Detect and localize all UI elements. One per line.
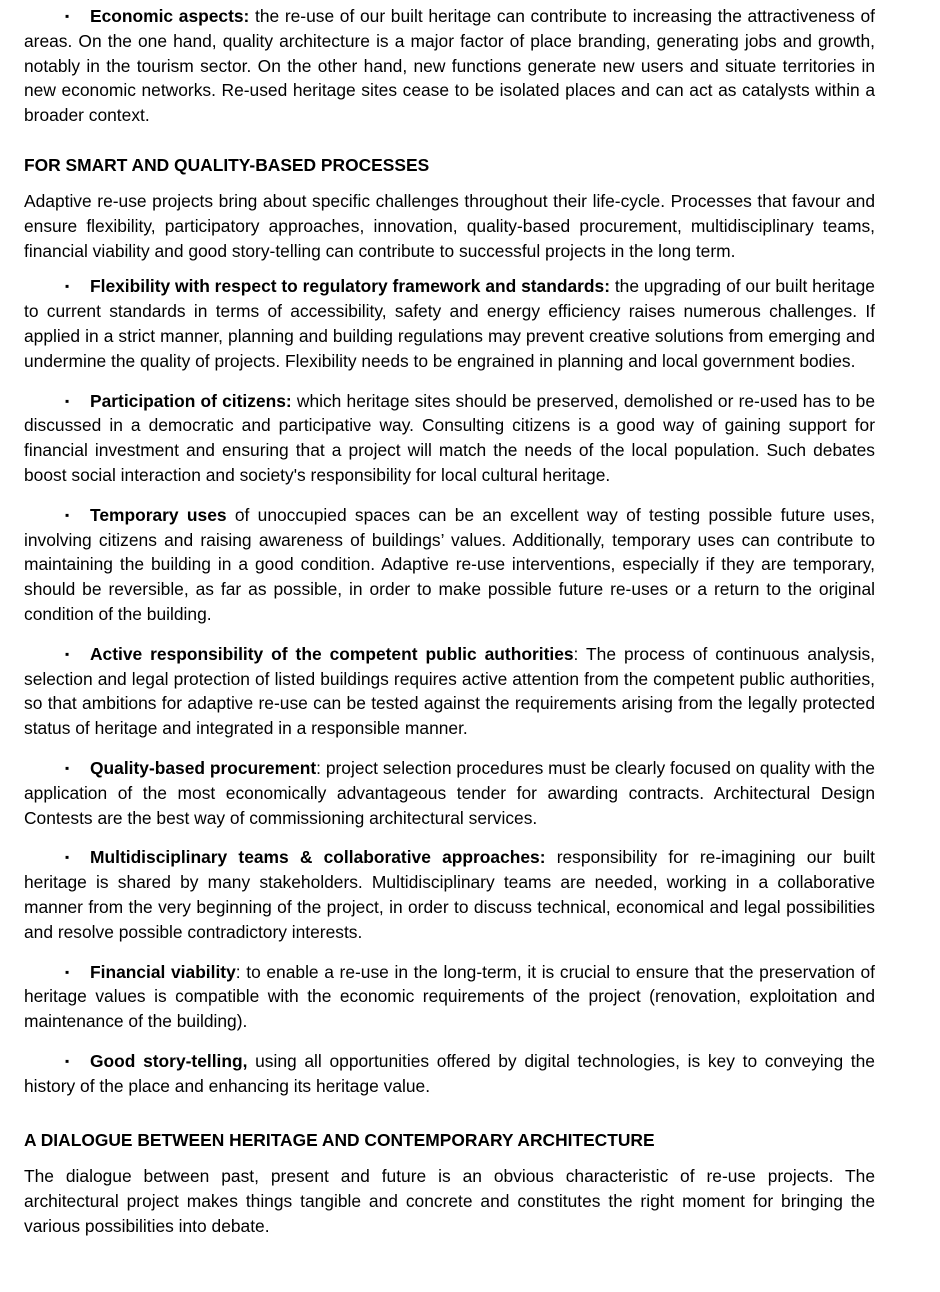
bullet-lead: Good story-telling, bbox=[90, 1050, 248, 1071]
bullet-lead: Financial viability bbox=[90, 961, 236, 982]
bullet-lead: Active responsibility of the competent public authorities bbox=[90, 643, 574, 664]
bullet-multidisciplinary-teams bbox=[24, 845, 875, 944]
document-page bbox=[24, 4, 875, 1239]
bullet-text: which heritage sites should be preserved, demolished or re-used has to be discussed in a democratic and participative way. Consulting citizens is a good way of gaining support for financial investment and ensuring that a project will match the needs of the local population. Such debates boost social interaction and society's responsibility for local cultural heritage. bbox=[24, 390, 875, 485]
bullet-text: of unoccupied spaces can be an excellent way of testing possible future uses, involving citizens and raising awareness of buildings’ values. Additionally, temporary uses can contribute to maintaining the building in a good condition. Adaptive re-use interventions, especially if they are temporary, should be reversible, as far as possible, in order to make possible future re-uses or a return to the original condition of the building. bbox=[24, 504, 876, 624]
bullet-square-icon: ▪ bbox=[65, 393, 70, 408]
dialogue-paragraph: The dialogue between past, present and future is an obvious characteristic of re-use projects. The architectural project makes things tangible and concrete and constitutes the right moment for bringing the various possibilities into debate. bbox=[24, 1166, 875, 1237]
bullet-square-icon: ▪ bbox=[65, 964, 70, 979]
bullet-square-icon: ▪ bbox=[65, 279, 70, 294]
processes-intro: Adaptive re-use projects bring about specific challenges throughout their life-cycle. Processes that favour and ensure flexibility, participatory approaches, innovation, quality-based procurement, multidisciplinary teams, financial viability and good story-telling can contribute to successful projects in the long term. bbox=[24, 190, 875, 261]
bullet-active-responsibility bbox=[24, 642, 875, 741]
bullet-square-icon: ▪ bbox=[65, 646, 70, 661]
bullet-text: the re-use of our built heritage can contribute to increasing the attractiveness of areas. On the one hand, quality architecture is a major factor of place branding, generating jobs and growth, notably in the tourism sector. On the other hand, new functions generate new users and situate territories in new economic networks. Re-used heritage sites cease to be isolated places and can act as catalysts within a broader context. bbox=[24, 6, 875, 126]
bullet-text: using all opportunities offered by digital technologies, is key to conveying the history of the place and enhancing its heritage value. bbox=[24, 1050, 875, 1096]
bullet-text: the upgrading of our built heritage to current standards in terms of accessibility, safety and energy efficiency raises numerous challenges. If applied in a strict manner, planning and building regulations may prevent creative solutions from emerging and undermine the quality of projects. Flexibility needs to be engrained in planning and local government bodies. bbox=[24, 276, 875, 371]
bullet-story-telling bbox=[24, 1049, 875, 1099]
bullet-temporary-uses bbox=[24, 503, 875, 627]
bullet-square-icon: ▪ bbox=[65, 507, 70, 522]
bullet-text: : to enable a re-use in the long-term, it is crucial to ensure that the preservation of heritage values is compatible with the economic requirements of the project (renovation, exploitation and maintenance of the building). bbox=[24, 961, 875, 1032]
bullet-lead: Multidisciplinary teams & collaborative approaches: bbox=[90, 847, 546, 868]
bullet-participation bbox=[24, 389, 875, 488]
bullet-square-icon: ▪ bbox=[65, 850, 70, 865]
bullet-square-icon: ▪ bbox=[65, 9, 70, 23]
bullet-lead: Participation of citizens: bbox=[90, 390, 292, 411]
bullet-lead: Flexibility with respect to regulatory framework and standards: bbox=[90, 276, 610, 297]
section-heading-dialogue: A DIALOGUE BETWEEN HERITAGE AND CONTEMPORARY ARCHITECTURE bbox=[24, 1130, 655, 1151]
bullet-square-icon: ▪ bbox=[65, 760, 70, 775]
bullet-quality-procurement bbox=[24, 756, 875, 830]
bullet-text: responsibility for re-imagining our built heritage is shared by many stakeholders. Multidisciplinary teams are needed, working in a collaborative manner from the very beginning of the project, in order to discuss technical, economical and legal possibilities and resolve possible contradictory interests. bbox=[24, 847, 875, 942]
bullet-text: : The process of continuous analysis, selection and legal protection of listed buildings requires active attention from the competent public authorities, so that ambitions for adaptive re-use can be tested against the requirements arising from the legally protected status of heritage and integrated in a responsible manner. bbox=[24, 643, 875, 739]
bullet-lead: Temporary uses bbox=[90, 504, 227, 525]
section-heading-processes: FOR SMART AND QUALITY-BASED PROCESSES bbox=[24, 154, 430, 175]
bullet-text: : project selection procedures must be clearly focused on quality with the application of the most economically advantageous tender for awarding contracts. Architectural Design Contests are the best way of commissioning architectural services. bbox=[24, 757, 875, 828]
bullet-flexibility bbox=[24, 274, 875, 373]
bullet-lead: Quality-based procurement bbox=[90, 757, 317, 778]
bullet-economic-aspects bbox=[24, 4, 875, 128]
bullet-financial-viability bbox=[24, 960, 875, 1034]
bullet-lead: Economic aspects: bbox=[90, 6, 250, 26]
bullet-square-icon: ▪ bbox=[65, 1053, 70, 1068]
